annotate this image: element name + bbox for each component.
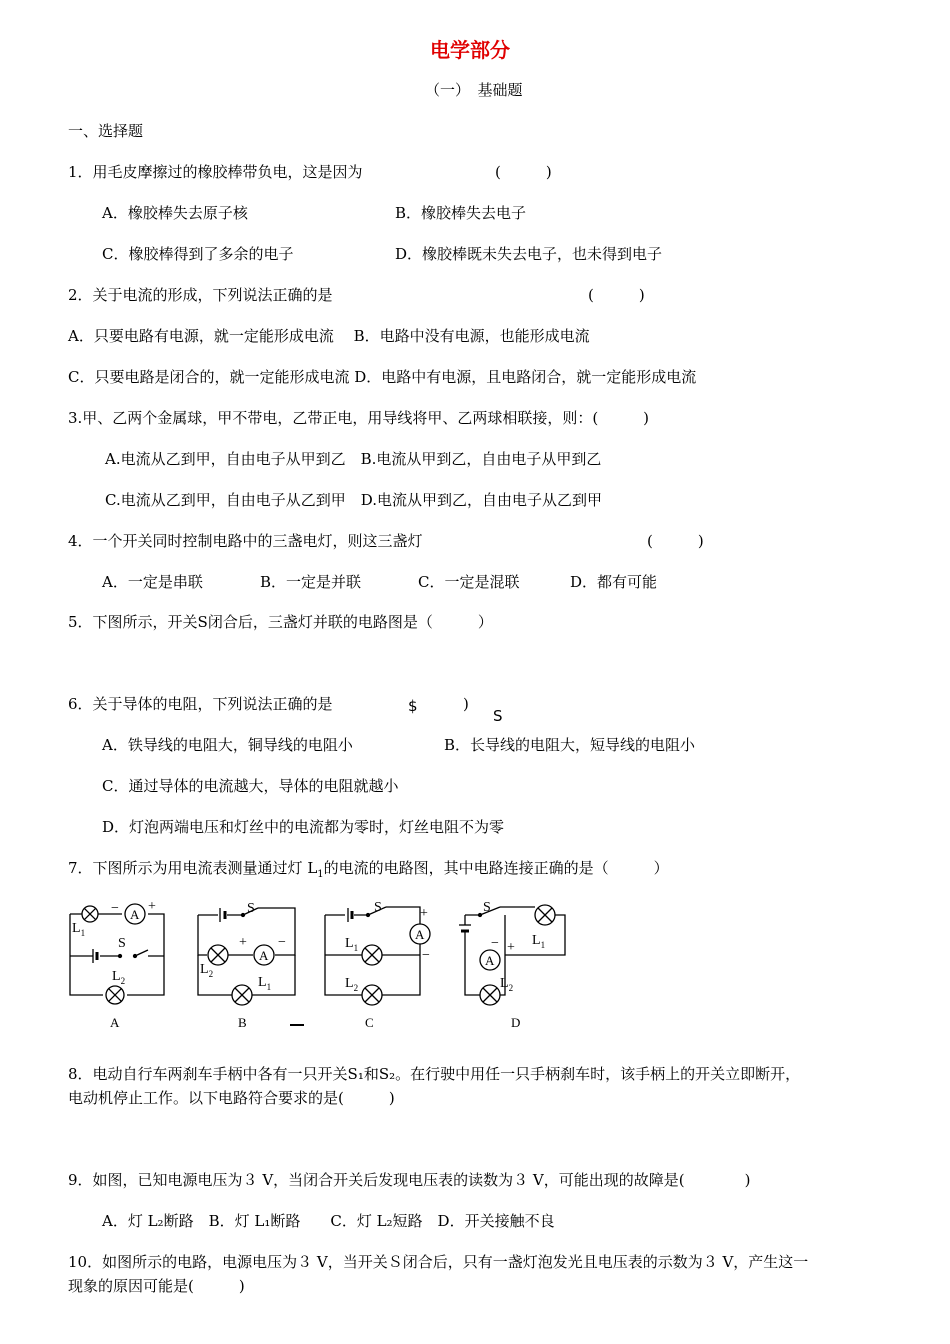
circuit-c-l2-label: $L_2$ — [345, 976, 359, 993]
circuit-a-l1-label: $L_1$ — [72, 921, 86, 938]
question-6-option-b: B．长导线的电阻大，短导线的电阻小 — [444, 736, 696, 754]
circuit-d-plus: + — [507, 940, 515, 955]
circuit-c — [325, 907, 430, 1005]
question-2-stem: 2．关于电流的形成，下列说法正确的是 — [68, 286, 333, 304]
question-4-blank: ( ) — [647, 532, 704, 550]
question-1-blank: ( ) — [495, 163, 552, 181]
circuit-c-plus: + — [420, 906, 428, 921]
question-6-blank-mark: $ — [408, 697, 418, 715]
question-6-option-d: D．灯泡两端电压和灯丝中的电流都为零时，灯丝电阻不为零 — [102, 818, 505, 836]
question-1-option-c: C．橡胶棒得到了多余的电子 — [102, 245, 294, 263]
question-10-stem-line-2: 现象的原因可能是( ) — [68, 1277, 245, 1295]
question-4-option-b: B．一定是并联 — [260, 573, 362, 591]
question-4-option-a: A．一定是串联 — [102, 573, 203, 591]
circuit-b-switch-label: S — [247, 901, 255, 916]
question-1-option-d: D．橡胶棒既未失去电子，也未得到电子 — [395, 245, 663, 263]
question-3-stem: 3.甲、乙两个金属球，甲不带电，乙带正电，用导线将甲、乙两球相联接，则：( ) — [68, 409, 650, 427]
question-8-stem-line-1: 8．电动自行车两刹车手柄中各有一只开关S₁和S₂。在行驶中用任一只手柄刹车时，该手柄上的开关立即断开， — [68, 1065, 801, 1083]
circuit-d-caption: D — [511, 1015, 521, 1030]
question-1-option-a: A．橡胶棒失去原子核 — [102, 204, 248, 222]
question-6-option-a: A．铁导线的电阻大，铜导线的电阻小 — [102, 736, 353, 754]
question-7-stem — [68, 858, 669, 885]
circuit-d-minus: − — [491, 936, 499, 951]
question-6-option-c: C．通过导体的电流越大，导体的电阻就越小 — [102, 777, 399, 795]
circuit-b-minus: − — [278, 935, 286, 950]
circuit-b-ammeter-label: A — [259, 948, 269, 963]
question-2-option-cd: C．只要电路是闭合的，就一定能形成电流 D．电路中有电源，且电路闭合，就一定能形成电流 — [68, 368, 697, 386]
question-6-stem: 6．关于导体的电阻，下列说法正确的是 — [68, 695, 333, 713]
question-1-stem: 1．用毛皮摩擦过的橡胶棒带负电，这是因为 — [68, 163, 363, 181]
stray-dash — [290, 1024, 304, 1026]
circuit-a-l2-label: $L_2$ — [112, 969, 126, 986]
circuit-b-plus: + — [239, 935, 247, 950]
section-heading: 一、选择题 — [68, 122, 144, 140]
circuit-c-caption: C — [365, 1015, 374, 1030]
question-7-stem-pre: 7．下图所示为用电流表测量通过灯 L — [68, 859, 318, 877]
question-7-stem-post: 的电流的电路图，其中电路连接正确的是（ ） — [323, 859, 669, 877]
question-4-option-d: D．都有可能 — [570, 573, 658, 591]
question-2-blank: ( ) — [588, 286, 645, 304]
question-3-option-cd: C.电流从乙到甲，自由电子从乙到甲 D.电流从甲到乙，自由电子从乙到甲 — [105, 491, 602, 509]
question-10-stem-line-1: 10．如图所示的电路，电源电压为３ V，当开关Ｓ闭合后，只有一盏灯泡发光且电压表的示数为３ V，产生这一 — [68, 1253, 809, 1271]
question-3-option-ab: A.电流从乙到甲，自由电子从甲到乙 B.电流从甲到乙，自由电子从甲到乙 — [105, 450, 602, 468]
circuit-c-switch-label: S — [374, 900, 382, 915]
question-4-stem: 4．一个开关同时控制电路中的三盏电灯，则这三盏灯 — [68, 532, 423, 550]
circuit-d-l1-label: $L_1$ — [532, 933, 546, 950]
circuit-d-ammeter-label: A — [485, 953, 495, 968]
question-5-stem: 5．下图所示，开关S闭合后，三盏灯并联的电路图是（ ） — [68, 613, 493, 631]
question-1-option-b: B．橡胶棒失去电子 — [395, 204, 527, 222]
circuit-b-l1-label: $L_1$ — [258, 975, 272, 992]
circuit-b-l2-label: $L_2$ — [200, 962, 214, 979]
question-9-options: A．灯 L₂断路 B．灯 L₁断路 C．灯 L₂短路 D．开关接触不良 — [102, 1212, 555, 1230]
circuit-c-minus: − — [422, 948, 430, 963]
stray-mark-s: S — [493, 707, 503, 725]
circuit-a-ammeter-label: A — [130, 907, 140, 922]
circuit-c-ammeter-label: A — [415, 927, 425, 942]
page-subtitle: （一） 基础题 — [425, 81, 523, 99]
question-2-option-ab: A．只要电路有电源，就一定能形成电流 B．电路中没有电源，也能形成电流 — [68, 327, 590, 345]
page-title: 电学部分 — [430, 38, 510, 62]
circuit-b — [198, 908, 295, 1005]
question-4-option-c: C．一定是混联 — [418, 573, 520, 591]
circuit-a-caption: A — [110, 1015, 120, 1030]
circuit-a-switch-label: S — [118, 936, 126, 951]
question-9-stem: 9．如图，已知电源电压为３ V，当闭合开关后发现电压表的读数为３ V，可能出现的故障是( ) — [68, 1171, 751, 1189]
circuit-d-switch-label: S — [483, 900, 491, 915]
question-6-blank-close: ) — [463, 695, 469, 713]
circuit-c-l1-label: $L_1$ — [345, 936, 359, 953]
circuit-a — [70, 904, 164, 1004]
question-7-stem-sub: 1 — [317, 869, 324, 880]
circuit-b-caption: B — [238, 1015, 247, 1030]
question-8-stem-line-2: 电动机停止工作。以下电路符合要求的是( ) — [68, 1089, 395, 1107]
circuit-a-plus: + — [148, 899, 156, 914]
circuit-a-minus: − — [111, 901, 119, 916]
circuit-diagrams-figure — [60, 895, 600, 1035]
circuit-d-l2-label: $L_2$ — [500, 976, 514, 993]
